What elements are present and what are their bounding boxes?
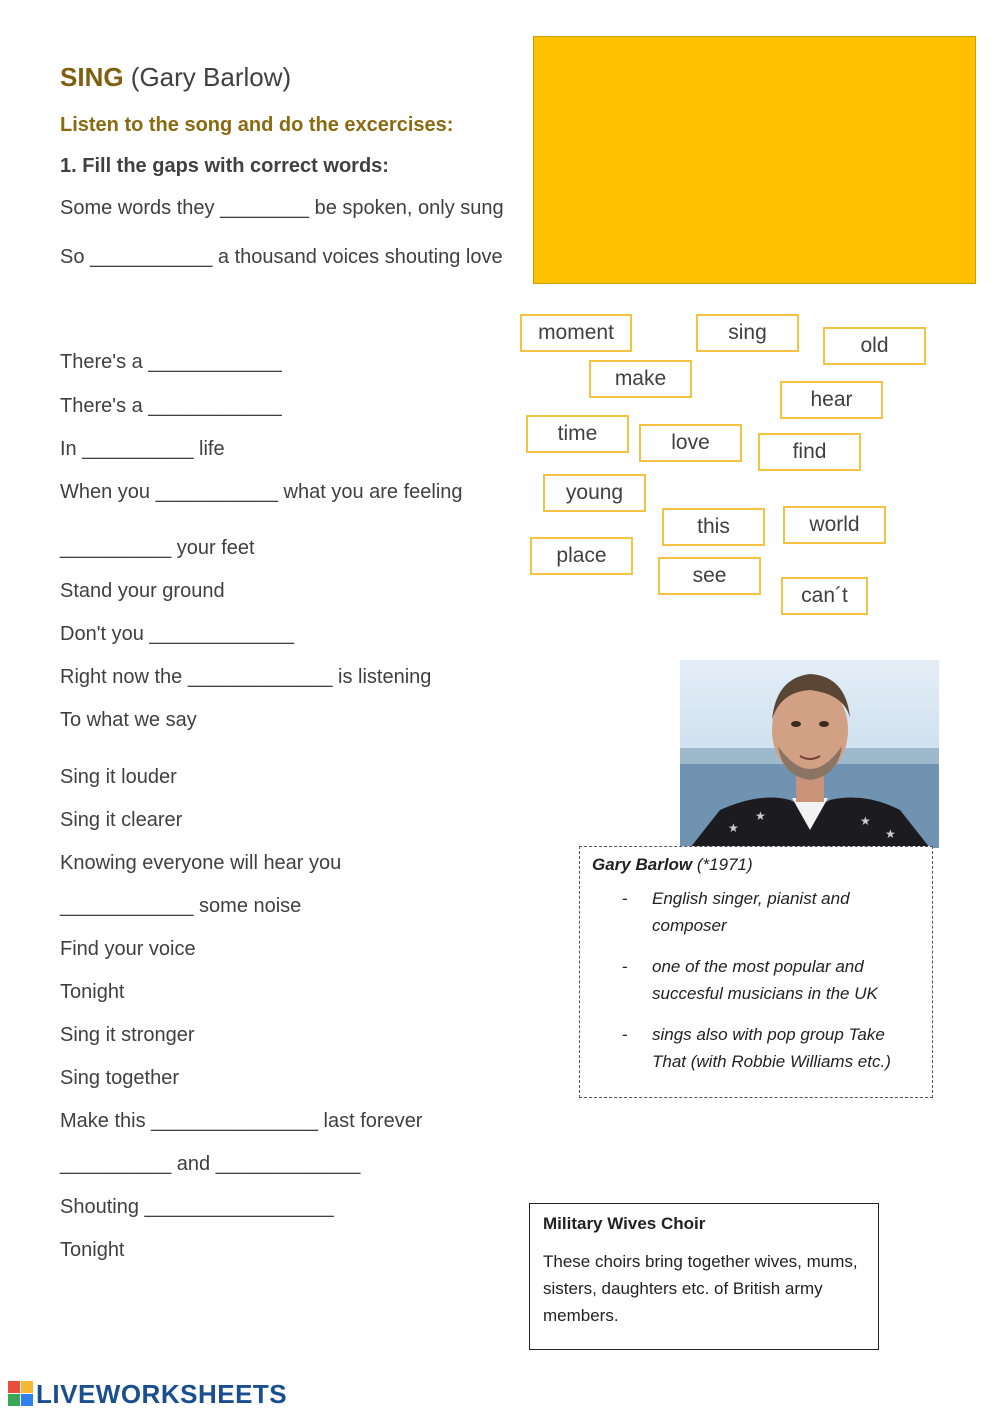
lyric-line: ____________ some noise <box>60 895 302 917</box>
word-card-hear[interactable]: hear <box>780 381 883 419</box>
word-card-see[interactable]: see <box>658 557 761 595</box>
word-card-sing[interactable]: sing <box>696 314 799 352</box>
lyric-line: Find your voice <box>60 938 196 960</box>
task-heading: 1. Fill the gaps with correct words: <box>60 155 389 177</box>
svg-text:★: ★ <box>755 809 766 823</box>
lyric-line: Some words they ________ be spoken, only sung <box>60 197 504 219</box>
lyric-line: Don't you _____________ <box>60 623 295 645</box>
bio-name: Gary Barlow <box>592 855 693 874</box>
bio-fact-text: one of the most popular and succesful musicians in the UK <box>652 957 878 1003</box>
word-card-this[interactable]: this <box>662 508 765 546</box>
lyric-line: Sing together <box>60 1067 179 1089</box>
lyric-line: There's a ____________ <box>60 395 282 417</box>
word-card-world[interactable]: world <box>783 506 886 544</box>
lyric-line: In __________ life <box>60 438 225 460</box>
lyric-line: So ___________ a thousand voices shouting love <box>60 246 503 268</box>
word-card-young[interactable]: young <box>543 474 646 512</box>
svg-text:★: ★ <box>885 827 896 841</box>
dash-bullet-icon: - <box>622 1025 628 1044</box>
choir-text: These choirs bring together wives, mums, sisters, daughters etc. of British army members. <box>543 1252 858 1325</box>
bio-fact <box>592 953 920 1007</box>
video-player[interactable] <box>533 36 976 284</box>
lyric-line: Tonight <box>60 1239 125 1261</box>
lyric-line: Stand your ground <box>60 580 225 602</box>
word-card-cant[interactable]: can´t <box>781 577 868 615</box>
bio-fact-text: sings also with pop group Take That (with Robbie Williams etc.) <box>652 1025 891 1071</box>
choir-title: Military Wives Choir <box>543 1214 706 1233</box>
logo-text: LIVEWORKSHEETS <box>36 1378 288 1409</box>
word-card-place[interactable]: place <box>530 537 633 575</box>
word-card-old[interactable]: old <box>823 327 926 365</box>
dash-bullet-icon: - <box>622 957 628 976</box>
word-card-find[interactable]: find <box>758 433 861 471</box>
bio-fact-text: English singer, pianist and composer <box>652 889 850 935</box>
dash-bullet-icon: - <box>622 889 628 908</box>
lyric-line: Shouting _________________ <box>60 1196 334 1218</box>
lyric-line: Sing it clearer <box>60 809 183 831</box>
liveworksheets-logo-icon <box>8 1381 34 1407</box>
instruction: Listen to the song and do the excercises: <box>60 114 454 136</box>
gary-barlow-photo <box>680 660 939 848</box>
word-card-make[interactable]: make <box>589 360 692 398</box>
bio-fact <box>592 1021 920 1075</box>
word-card-love[interactable]: love <box>639 424 742 462</box>
lyric-line: Tonight <box>60 981 125 1003</box>
liveworksheets-logo[interactable] <box>8 1380 287 1408</box>
bio-heading <box>592 855 920 875</box>
lyric-line: Sing it stronger <box>60 1024 195 1046</box>
lyric-line: Right now the _____________ is listening <box>60 666 432 688</box>
svg-text:★: ★ <box>728 821 739 835</box>
lyric-line: Make this _______________ last forever <box>60 1110 423 1132</box>
bio-box <box>579 846 933 1098</box>
svg-text:★: ★ <box>860 814 871 828</box>
lyric-line: To what we say <box>60 709 197 731</box>
title-song: SING <box>60 62 124 92</box>
choir-info-box <box>529 1203 879 1350</box>
word-card-moment[interactable]: moment <box>520 314 632 352</box>
page-title <box>60 62 291 93</box>
lyric-line: When you ___________ what you are feeling <box>60 481 463 503</box>
lyric-line: Sing it louder <box>60 766 177 788</box>
lyric-line: Knowing everyone will hear you <box>60 852 342 874</box>
bio-year: (*1971) <box>692 855 753 874</box>
bio-facts <box>592 885 920 1075</box>
lyric-line: __________ and _____________ <box>60 1153 361 1175</box>
lyric-line: There's a ____________ <box>60 351 282 373</box>
bio-fact <box>592 885 920 939</box>
lyric-line: __________ your feet <box>60 537 255 559</box>
title-artist: (Gary Barlow) <box>123 62 292 92</box>
word-card-time[interactable]: time <box>526 415 629 453</box>
